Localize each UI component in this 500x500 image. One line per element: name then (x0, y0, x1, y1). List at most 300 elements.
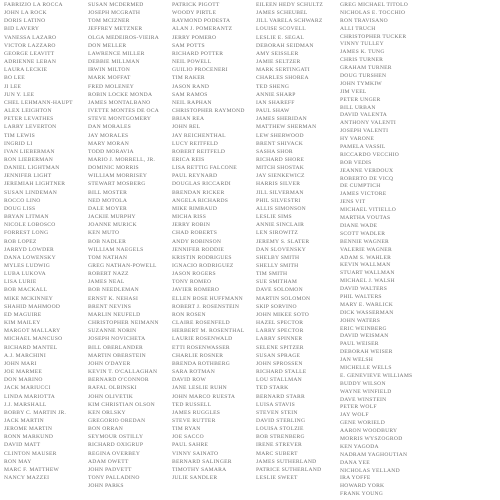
name-entry: OLGA MEDEIROS-VIEIRA (88, 34, 160, 41)
name-entry: DALE MOYER (88, 205, 128, 212)
name-entry: JOHN MIKEE SOTO (256, 311, 310, 318)
name-entry: NEIL RAPHAN (172, 99, 212, 106)
name-entry: SHELBY SMITH (256, 254, 300, 261)
name-entry: TOM NATHAN (88, 254, 128, 261)
name-entry: JUN Y. LEE (4, 91, 35, 98)
name-entry: LAWRENCE MILLER (88, 50, 145, 57)
name-entry: KRISTIN RODRIGUES (172, 254, 232, 261)
name-entry: TONY ROMEO (172, 279, 212, 286)
name-entry: JOSEPH VALENTI (340, 128, 389, 135)
name-entry: IAN SHAREFF (256, 99, 295, 106)
name-entry: ROBERT NAZZ (88, 271, 129, 278)
name-entry: ALLI TRUCH (340, 25, 376, 32)
name-entry: RICCARDO VECCHIO (340, 151, 400, 158)
name-entry: KEN ORLSKY (88, 409, 126, 416)
name-entry: SARA ROTMAN (172, 369, 216, 376)
name-entry: RON MAY (4, 458, 32, 465)
name-entry: TIMOTHY SAMARA (172, 466, 227, 473)
name-entry: NED MOTOLA (88, 197, 128, 204)
name-entry: FABRIZIO LA ROCCA (4, 2, 63, 8)
name-entry: HAZEL SPECTOR (256, 320, 304, 327)
name-entry: JERRY POMERO (172, 34, 217, 41)
name-entry: ROBIN LOCKE MONDA (88, 91, 153, 98)
name-entry: DEBBIE MILLMAN (88, 59, 140, 66)
name-entry: JAMES SUTHERLAND (256, 458, 317, 465)
name-entry: PETER LEVATHES (4, 116, 54, 123)
name-entry: BOBBY C. MARTIN JR. (4, 409, 67, 416)
name-entry: TED STARK (256, 385, 289, 392)
name-entry: FORREST LONG (4, 230, 49, 237)
name-entry: GREG MICHAEL TITOLO (340, 2, 409, 8)
name-entry: CHAD ROBERTS (172, 230, 218, 237)
name-entry: DOUG LISS (4, 205, 36, 212)
name-entry: JERRY ROBIN (172, 222, 211, 229)
name-entry: MARGOT MALLARY (4, 328, 61, 335)
name-entry: ROBERTO DE VICQ (340, 175, 394, 182)
name-entry: RICHARD STALLE (256, 369, 307, 376)
name-entry: CHRISTOPHER TUCKER (340, 33, 407, 40)
name-entry: JIM VEEL (340, 88, 367, 95)
name-entry: CHARLIE ROSNER (172, 352, 224, 359)
name-entry: A.J. MARCHINI (4, 352, 46, 359)
name-entry: AMY SEISSLER (256, 50, 299, 57)
name-entry: WAYNE WINFIELD (340, 388, 392, 395)
name-entry: IRWIN MILTON (88, 67, 130, 74)
name-entry: STEVEN STEIN (256, 409, 298, 416)
name-entry: LISA RETTIG FALCONE (172, 165, 237, 172)
name-entry: JASON ROGERS (172, 271, 216, 278)
name-entry: JOE SACCO (172, 434, 204, 441)
name-entry: LARRY SPINNER (256, 336, 303, 343)
name-entry: LOU STALLMAN (256, 377, 302, 384)
name-entry: BO LEE (4, 75, 25, 82)
name-entry: STUART WALLMAN (340, 270, 395, 277)
name-entry: JAMES SCHEUBEL (256, 10, 308, 17)
name-entry: JANE LESLIE RUHN (172, 385, 227, 392)
name-entry: JEREMY S. SLATER (256, 238, 310, 245)
name-entry: CHRIS TURNER (340, 57, 384, 64)
name-entry: LARRY SPECTOR (256, 328, 304, 335)
name-entry: BOB NADLER (88, 238, 127, 245)
name-entry: JOANNE MURICK (88, 222, 137, 229)
name-entry: LOUISE SCOVELL (256, 26, 306, 33)
name-entry: NEIL POWELL (172, 59, 212, 66)
name-entry: ANDY ROBINSON (172, 238, 222, 245)
name-entry: IVAN LIEBERMAN (4, 148, 55, 155)
name-entry: ANGELA RICHARDS (172, 197, 229, 204)
name-entry: TOM MCIZNER (88, 18, 130, 25)
name-entry: PAUL SHAW (256, 108, 290, 115)
name-entry: BENNIE WAGNER (340, 238, 389, 245)
name-entry: ED MAGUIRE (4, 311, 42, 318)
name-entry: PATRICE SUTHERLAND (256, 466, 322, 473)
name-entry: DORIS LATINO (4, 18, 46, 25)
name-entry: BOB MACKALL (4, 287, 48, 294)
name-entry: JACKIE MURPHY (88, 214, 136, 221)
name-entry: ADRIENNE LEBAN (4, 59, 57, 66)
name-entry: AARON WOODBURY (340, 428, 398, 435)
name-entry: DAVE WINSTEIN (340, 396, 387, 403)
names-page (4, 1, 498, 498)
name-entry: JOHN MARI (4, 360, 37, 367)
name-entry: WOODY PIRTLE (172, 10, 217, 17)
name-entry: SUZANNE NORIN (88, 328, 137, 335)
name-entry: SUSAN SPRAGE (256, 352, 301, 359)
name-entry: JACK MARTIN (4, 417, 44, 424)
name-entry: RICHARD POTTER (172, 50, 224, 57)
name-entry: MICHAEL MANCUSO (4, 336, 63, 343)
name-entry: JAVIER ROMERO (172, 287, 220, 294)
name-entry: ELLEN BOSE HUFFMANN (172, 295, 243, 302)
name-entry: ALLIS SIMONSON (256, 205, 306, 212)
name-entry: SUSAN LINDEMAN (4, 189, 58, 196)
name-entry: LOUISA STOLZIE (256, 426, 304, 433)
name-entry: DAVID ROW (172, 377, 206, 384)
name-entry: JOHN TYMKIW (340, 80, 382, 87)
name-entry: PAMELA VASSIL (340, 144, 386, 151)
name-entry: DE CUMPTICH (340, 183, 381, 190)
name-column (4, 1, 88, 498)
name-entry: SCOTT WADLER (340, 230, 386, 237)
name-entry: DAVID VALENTA (340, 112, 388, 119)
name-entry: JAMES SHERIDAN (256, 116, 307, 123)
name-entry: ANNIE SINCLAIR (256, 222, 305, 229)
name-entry: JAMES RUGGLES (172, 409, 221, 416)
name-entry: GREGORIO OREDAN (88, 417, 146, 424)
name-entry: TIM RYAN (172, 426, 201, 433)
name-entry: E. GENEVIEVE WILLIAMS (340, 372, 413, 379)
name-entry: MICHAEL VITIELLO (340, 207, 397, 214)
name-column (256, 1, 340, 498)
name-entry: VINNY SAINATO (172, 450, 219, 457)
name-entry: DAVID WALTERS (340, 286, 388, 293)
name-entry: RONN MARKUND (4, 434, 54, 441)
name-entry: JOHN LA ROCK (4, 10, 47, 17)
name-entry: ERICA REIS (172, 156, 205, 163)
name-entry: ANTHONY VALENTI (340, 120, 397, 127)
name-entry: LAURIE ROSENWALD (172, 336, 233, 343)
name-entry: ADAM OWETT (88, 458, 129, 465)
name-entry: MATTHEW SHERMAN (256, 124, 317, 131)
name-entry: PETER WOLF (340, 404, 377, 411)
name-entry: DON MARINO (4, 377, 43, 384)
name-entry: JOHN SPROSSEN (256, 360, 303, 367)
name-entry: JEANNE VERDOUX (340, 167, 394, 174)
name-entry: SUE SMITHAM (256, 279, 298, 286)
name-entry: BILL MOSTER (88, 189, 128, 196)
name-entry: DOUG TURSHEN (340, 73, 387, 80)
name-entry: BID LAVERY (4, 26, 40, 33)
name-entry: TONY PALLADINO (88, 475, 140, 482)
name-entry: CLINTON MAUSER (4, 450, 57, 457)
name-entry: JOSEPH MCGRATH (88, 10, 141, 17)
name-entry: CHRISTOPHER RAYMOND (172, 108, 245, 115)
name-entry: LUCY REITFELD (172, 140, 219, 147)
name-entry: DAN MORALES (88, 124, 131, 131)
name-entry: DEBORAH SEIDMAN (256, 42, 314, 49)
name-entry: JENNIFER RODDIE (172, 246, 225, 253)
name-entry: RICHARD MANTEL (4, 344, 58, 351)
name-entry: IRENE STREVER (256, 442, 302, 449)
name-entry: DEBORAH WEISER (340, 349, 393, 356)
name-entry: MARY MORAN (88, 140, 129, 147)
name-entry: JAMIE SELTZER (256, 59, 301, 66)
name-entry: IRA YOFFE (340, 475, 371, 482)
name-entry: BERNARD SALINGER (172, 458, 232, 465)
name-entry: JOHN OLIVETIK (88, 393, 134, 400)
name-column (340, 1, 426, 498)
name-entry: MARTHA VOUTAS (340, 215, 391, 222)
name-entry: FRANK YOUNG (340, 491, 384, 498)
name-entry: GRAHAM TURNER (340, 65, 392, 72)
name-entry: SUSAN MCDERMED (88, 2, 144, 8)
name-entry: LUISA STAVIS (256, 401, 295, 408)
name-entry: JOSEPH NOVICHETA (88, 336, 146, 343)
name-entry: MARK MOFFAT (88, 75, 131, 82)
name-entry: ERNST K. NEHASI (88, 295, 139, 302)
name-entry: DON MELLER (88, 42, 127, 49)
name-entry: JEFFREY METZNER (88, 26, 143, 33)
name-entry: PHIL SILVESTRI (256, 197, 301, 204)
name-entry: ALAN J. POMERANTZ (172, 26, 233, 33)
name-entry: NICOLE LOBOSCO (4, 222, 56, 229)
name-entry: JAY MORALES (88, 132, 129, 139)
name-entry: JEROME MARTIN (4, 426, 53, 433)
name-entry: JAY REICHENTHAL (172, 132, 226, 139)
name-entry: JAMES NEAL (88, 279, 125, 286)
name-entry: DAVE SOLOMON (256, 287, 303, 294)
name-entry: JULIE SANDLER (172, 475, 218, 482)
name-entry: ROBERT REITFELD (172, 148, 226, 155)
name-entry: LAURA LECKIE (4, 67, 48, 74)
name-entry: HERBERT M. ROSENTHAL (172, 328, 245, 335)
name-entry: MARTIN OBERSTEIN (88, 352, 146, 359)
name-entry: FRED MOLENEY (88, 83, 135, 90)
name-entry: CHARLES SHOREA (256, 75, 309, 82)
name-entry: BRENDA ROTHBERG (172, 360, 230, 367)
name-entry: JENNIFER LIGHT (4, 173, 52, 180)
name-entry: ETTI ROSENWASSER (172, 344, 230, 351)
name-column (172, 1, 256, 498)
name-entry: JOHN PADVETT (88, 466, 132, 473)
name-entry: BUDDY WILSON (340, 380, 386, 387)
name-entry: BRENDAN RICKER (172, 189, 225, 196)
name-column (426, 1, 498, 498)
name-entry: DOUGLAS RICCARDI (172, 181, 231, 188)
name-entry: PAUL REYNARD (172, 173, 218, 180)
name-entry: JI LEE (4, 83, 22, 90)
name-entry: MARC F. MATTHEW (4, 466, 60, 473)
name-entry: DICK WASSERMAN (340, 309, 394, 316)
name-entry: SHAHID MAHMOOD (4, 303, 61, 310)
name-entry: TIM SMITH (256, 271, 288, 278)
name-entry: JOE MARMEE (4, 369, 43, 376)
name-entry: ALEX LEIGHTON (4, 108, 52, 115)
name-entry: HOWARD YORK (340, 483, 385, 490)
name-entry: LUBA LUKOVA (4, 271, 46, 278)
name-entry: BILL URBAN (340, 104, 376, 111)
name-entry: BILL OBERLANDER (88, 344, 143, 351)
name-entry: TED SHENG (256, 83, 290, 90)
name-entry: BON ORRAN (88, 426, 124, 433)
name-entry: LARRY LEVERTON (4, 124, 57, 131)
name-entry: TODD MORAVIA (88, 148, 134, 155)
name-entry: MYLES LUDWIG (4, 263, 51, 269)
name-entry: CLAIRE ROSENFELD (172, 320, 230, 327)
name-entry: JARRYD LOWDER (4, 246, 55, 253)
name-entry: JACK MARIUCCI (4, 385, 51, 392)
name-entry: JOHN MARCO RUESTA (172, 393, 236, 400)
name-entry: KEN MUTO (88, 230, 120, 237)
name-entry: IGNACIO RODRIGUEZ (172, 263, 234, 269)
name-entry: DIANE WADE (340, 222, 378, 229)
name-entry: LISA LURIE (4, 279, 37, 286)
name-entry: WILLIAM MORRISEY (88, 173, 148, 180)
name-entry: ROCCO LINO (4, 197, 41, 204)
name-entry: DAVID WEISMAN (340, 333, 389, 340)
name-entry: MARTIN SOLOMON (256, 295, 311, 302)
name-entry: SKIP SORVINO (256, 303, 297, 310)
name-entry: TED RUSSELL (172, 401, 212, 408)
name-entry: LESLIE SIMS (256, 214, 292, 221)
name-entry: JOHN O'DAYER (88, 360, 131, 367)
name-entry: LEW SHERWOOD (256, 132, 304, 139)
name-entry: RICHARD OXIGRUP (88, 442, 144, 449)
name-entry: BRENT SHIVACK (256, 140, 304, 147)
name-entry: PAUL WEISER (340, 341, 379, 348)
name-entry: MICHA RISS (172, 214, 207, 221)
name-entry: JOHN WATERS (340, 317, 381, 324)
name-entry: BRIAN REA (172, 116, 205, 123)
name-entry: PHIL WALTERS (340, 293, 382, 300)
name-entry: JAMES K. TUNG (340, 49, 385, 56)
name-entry: INGRID LI (4, 140, 33, 147)
name-entry: PATRICK PIGOTT (172, 2, 220, 8)
name-entry: GEORGE LEAVITT (4, 50, 55, 57)
name-entry: RAFAL OLBINSKI (88, 385, 137, 392)
name-entry: MARLIN NEUFELD (88, 311, 141, 318)
name-entry: DAVID STERLING (256, 417, 306, 424)
name-entry: DANIEL LIGHTMAN (4, 165, 60, 172)
name-entry: LEN SIROWITZ (256, 230, 298, 237)
name-entry: SASHA SHOR (256, 148, 293, 155)
name-entry: RAYMOND PODESTA (172, 18, 231, 25)
name-entry: VICTOR LAZZARO (4, 42, 56, 49)
name-entry: STEWART MOSBERG (88, 181, 146, 188)
name-entry: SHELLY SMITH (256, 263, 299, 269)
name-entry: LESLIE SWEET (256, 475, 298, 482)
name-entry: SELENE SPITZER (256, 344, 304, 351)
name-entry: MICHELLE WELLS (340, 364, 392, 371)
name-entry: KIM MAILEY (4, 320, 41, 327)
name-entry: BERNARD O'CONNOR (88, 377, 149, 384)
name-entry: CHEL LEHMANN-HAUPT (4, 99, 73, 106)
name-entry: HARRIS SILVER (256, 181, 301, 188)
name-entry: EILEEN HEDY SCHULTZ (256, 2, 324, 8)
name-entry: DOMINIC MORRIS (88, 165, 139, 172)
name-entry: J.J. MARSHALL (4, 401, 47, 408)
name-entry: MICHAEL J. WALSH (340, 278, 395, 285)
name-entry: NICHOLAS E. TOCCHIO (340, 9, 406, 16)
name-entry: RICHARD SHORE (256, 156, 305, 163)
name-entry: KIM CHRISTIAN OLSON (88, 401, 155, 408)
name-entry: JAY WOLF (340, 412, 369, 419)
name-entry: VANESSA LAZARO (4, 34, 57, 41)
name-entry: JASON RAND (172, 83, 210, 90)
name-entry: JILL VARELA SCHWARZ (256, 18, 323, 25)
name-entry: JOHN PARKS (88, 483, 124, 490)
name-entry: ERIC WEINBERG (340, 325, 387, 332)
name-entry: JILL SILVERMAN (256, 189, 304, 196)
name-entry: JAY SIENKEWICZ (256, 173, 305, 180)
name-entry: MIKE MCKINNEY (4, 295, 54, 302)
name-entry: BOB NEEDLEMAN (88, 287, 139, 294)
name-entry: TIM RAKER (172, 75, 205, 82)
name-entry: RON LIEBERMAN (4, 156, 54, 163)
name-column (88, 1, 172, 498)
name-entry: GUILIO PROCENERI (172, 67, 228, 74)
name-entry: JAMES VICTORE (340, 191, 387, 198)
name-entry: BRENT NEVINS (88, 303, 132, 310)
name-entry: HY VARONE (340, 136, 375, 143)
name-entry: WILLIAM NAEGELS (88, 246, 144, 253)
name-entry: BRYAN LITMAN (4, 214, 49, 221)
name-entry: BOB STRENBERG (256, 434, 305, 441)
name-entry: PAUL SAHRE (172, 442, 209, 449)
name-entry: RON TRAVISANO (340, 17, 388, 24)
name-entry: JENS VIT (340, 199, 366, 206)
name-entry: NADRAM YAGHOUTIAN (340, 451, 408, 458)
name-entry: DAN SLOVENSKY (256, 246, 307, 253)
name-entry: BERNARD STARR (256, 393, 305, 400)
name-entry: MIKE RIMBAUD (172, 205, 218, 212)
name-entry: DAVID MATT (4, 442, 41, 449)
name-entry: JOHN REL (172, 124, 201, 131)
name-entry: DANA YEE (340, 459, 370, 466)
name-entry: SAM RAMOS (172, 91, 208, 98)
name-entry: KEVIN WALLMAN (340, 262, 391, 269)
name-entry: REGINA OVERBEY (88, 450, 141, 457)
name-entry: MARIO J. MORRELL, JR. (88, 156, 156, 163)
name-entry: LINDA MARIOTTA (4, 393, 56, 400)
name-entry: MORRIS WYSZOGROD (340, 435, 403, 442)
name-entry: IVETTE MONTES DE OCA (88, 108, 160, 115)
name-entry: ADAM S. WAHLER (340, 254, 392, 261)
name-entry: SEYMOUR OSTILLY (88, 434, 144, 441)
name-entry: MARK SERTINGATI (256, 67, 310, 74)
name-entry: SAM POTTS (172, 42, 205, 49)
name-entry: JAN WELSH (340, 357, 374, 364)
name-entry: MITCH SHOSTAK (256, 165, 305, 172)
name-entry: TIM LEWIS (4, 132, 35, 139)
name-entry: BOB VEDIS (340, 159, 372, 166)
name-entry: GENE WORIELD (340, 420, 385, 427)
name-entry: NANCY MAZZEI (4, 475, 50, 482)
name-entry: ROBERT J. ROSENSTEIN (172, 303, 240, 310)
name-entry: STEVE RUTTER (172, 417, 216, 424)
name-entry: NICHOLAS YELLAND (340, 467, 400, 474)
name-entry: GREG NATHAN-POWELL (88, 263, 157, 269)
name-entry: STEVE MONTGOMERY (88, 116, 152, 123)
name-entry: RON ROSEN (172, 311, 206, 318)
name-entry: CHRISTOPHER NEIMANN (88, 320, 159, 327)
name-entry: ROB LOPEZ (4, 238, 37, 245)
name-entry: JAMES MONTALBANO (88, 99, 151, 106)
name-entry: VINNY TULLEY (340, 41, 384, 48)
name-entry: ANNIE SHARP (256, 91, 296, 98)
name-entry: KEN YAGODA (340, 443, 379, 450)
name-entry: LESLIE E. SEGAL (256, 34, 305, 41)
